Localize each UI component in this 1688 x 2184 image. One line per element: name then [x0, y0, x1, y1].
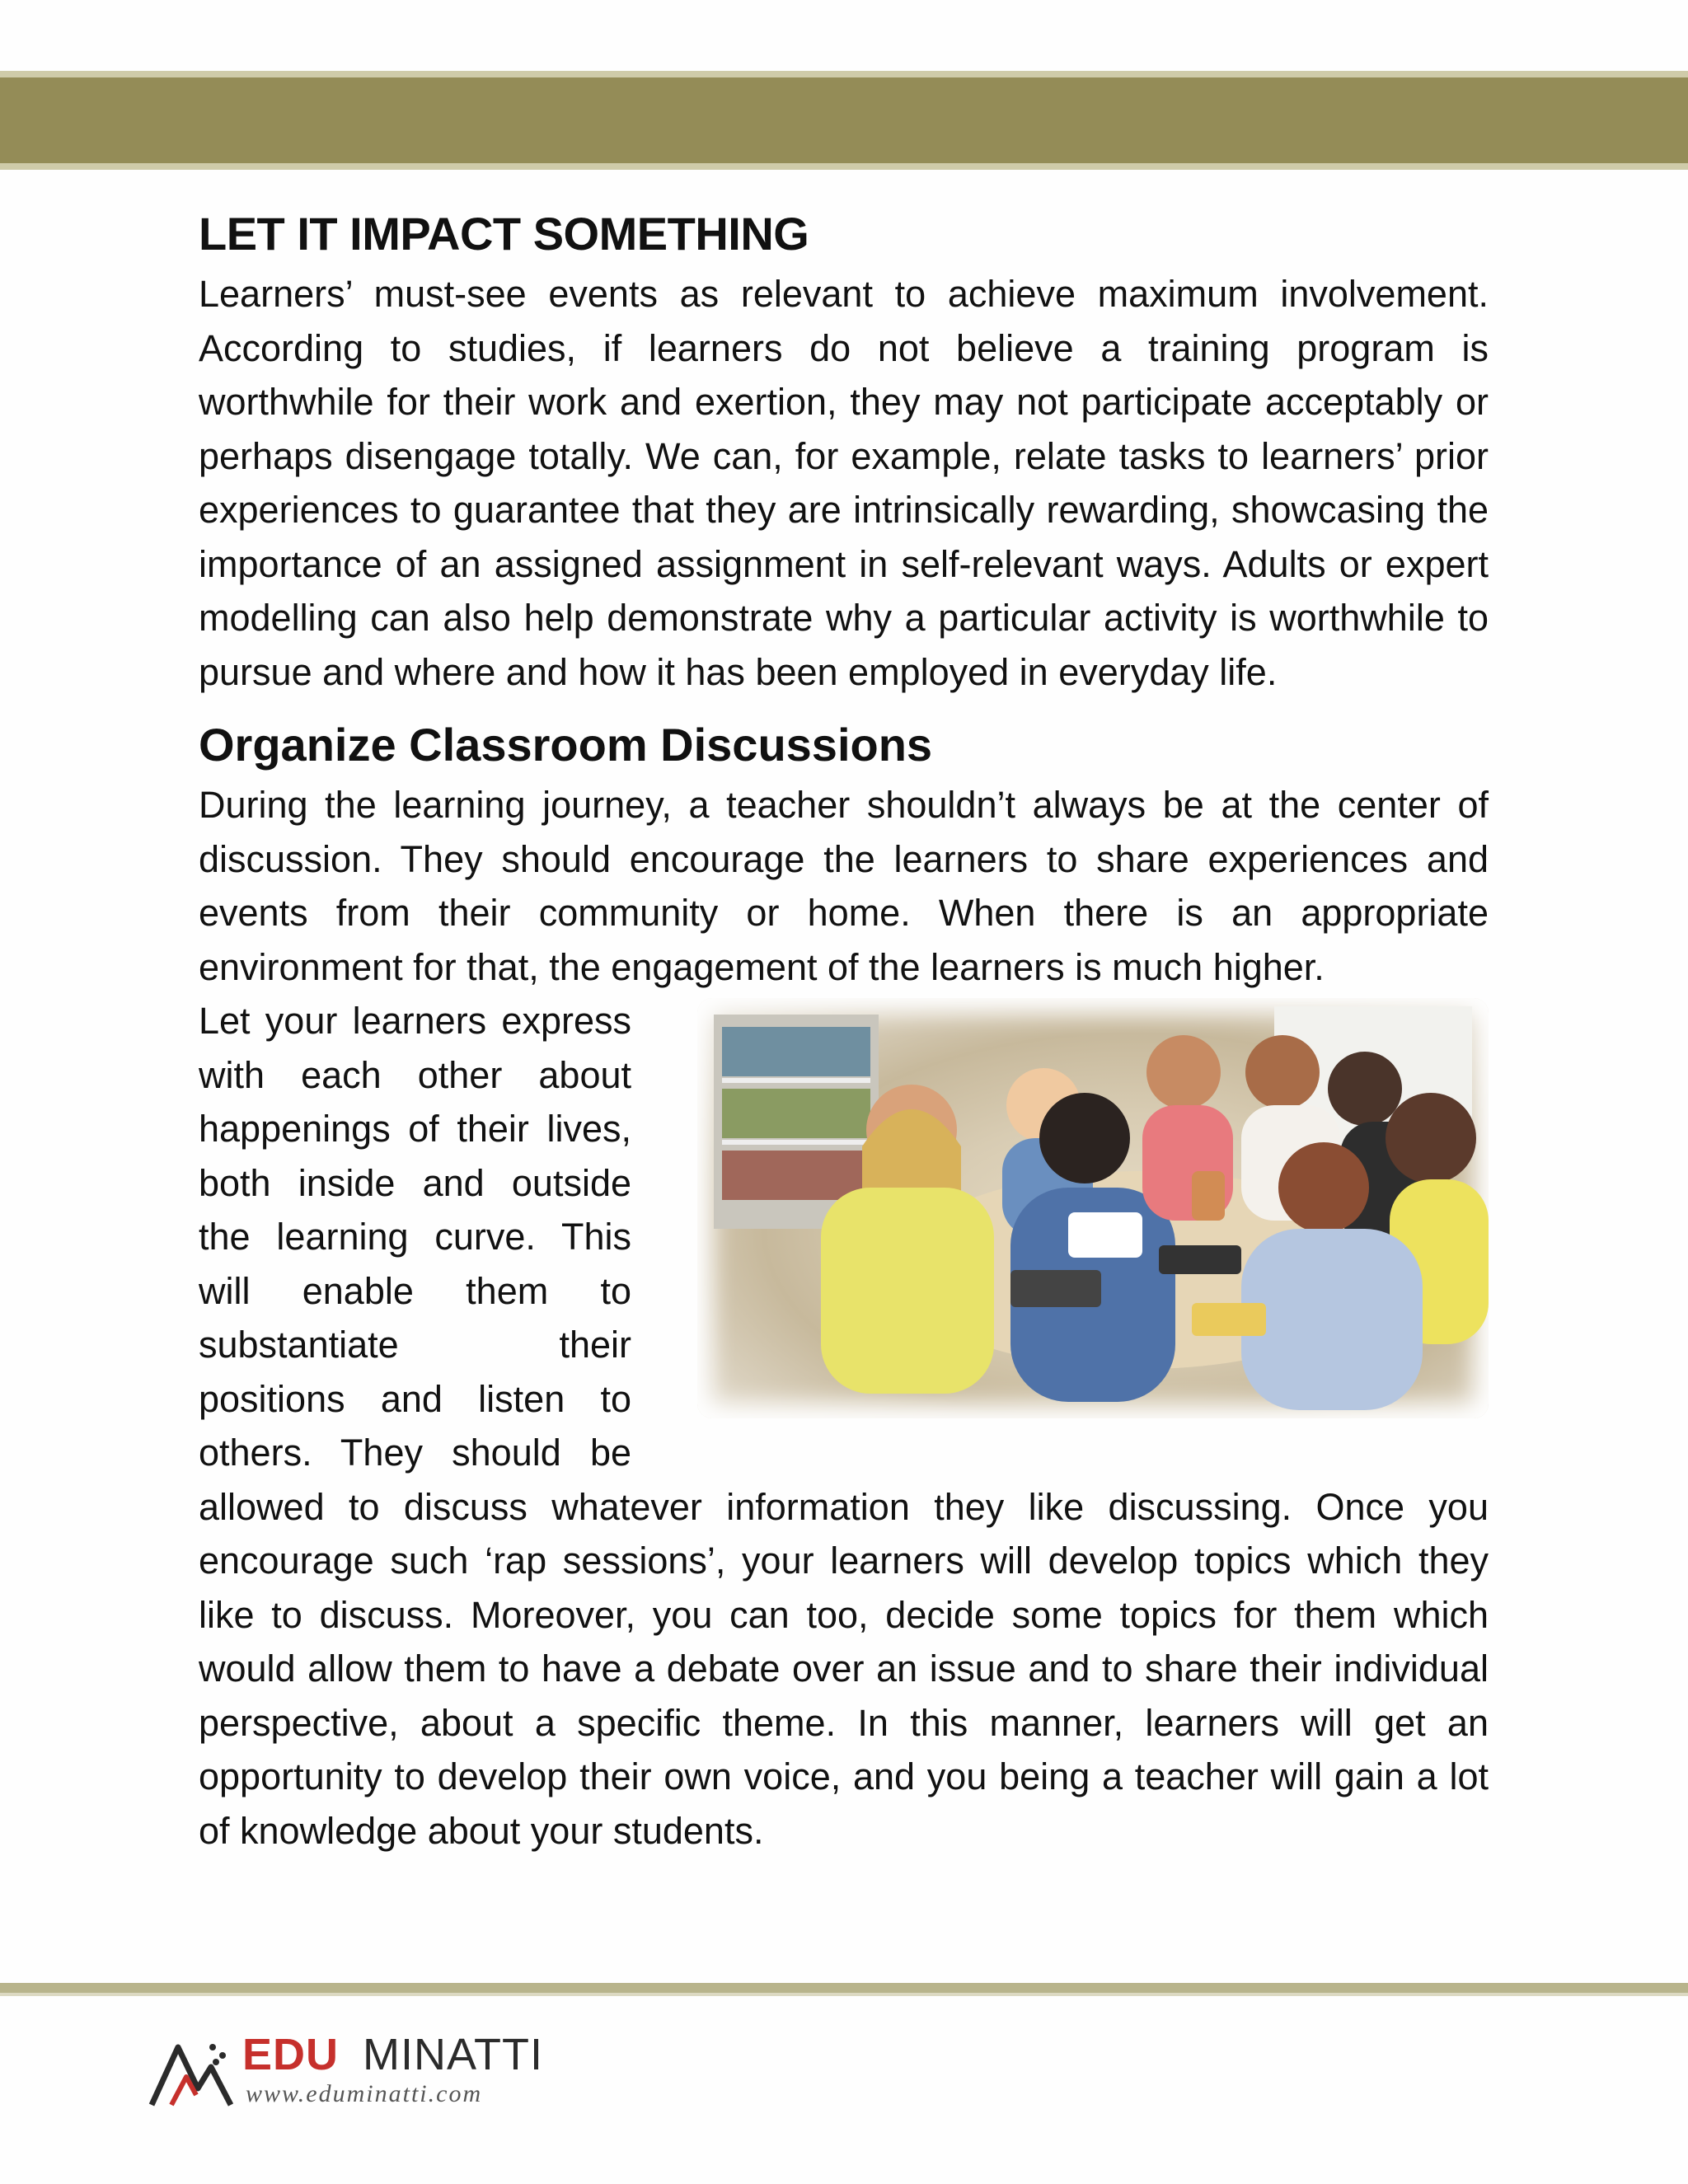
header-band: [0, 71, 1688, 170]
wrapped-paragraph-block: [199, 994, 1489, 1858]
footer-rule: [0, 1983, 1688, 1996]
eduminatti-logo: [147, 2031, 641, 2113]
logo-website: www.eduminatti.com: [246, 2080, 483, 2107]
page-content: [199, 201, 1489, 1858]
classroom-discussion-photo: [697, 998, 1489, 1418]
section-title-discussions: Organize Classroom Discussions: [199, 719, 933, 771]
section-paragraph-impact: Learners’ must-see events as relevant to achieve maximum involvement. According to studies, if learners do not believe a training program is worthwhile for their work and exertion, they may not participate acceptably or perhaps disengage totally. We can, for example, relate tasks to learners’ prior experiences to guarantee that they are intrinsically rewarding, showcasing the importance of an assigned assignment in self-relevant ways. Adults or expert modelling can also help demonstrate why a particular activity is worthwhile to pursue and where and how it has been employed in everyday life.: [199, 273, 1489, 693]
classroom-photo-figure: [664, 998, 1489, 1427]
logo-brand-edu: EDU: [242, 2030, 340, 2079]
section-title-impact: LET IT IMPACT SOMETHING: [199, 208, 809, 260]
section-paragraph-discussions-intro: During the learning journey, a teacher shouldn’t always be at the center of discussion. They should encourage the learners to share experiences and events from their community or home. When there is an appropriate environment for that, the engagement of the learners is much higher.: [199, 784, 1489, 988]
logo-brand-minatti: MINATTI: [363, 2030, 543, 2079]
eduminatti-logo-mark-icon: [147, 2031, 237, 2113]
section-paragraph-discussions-wrap: Let your learners express with each other about happenings of their lives, both inside and outside the learning curve. This will enable them to substantiate their positions and listen to others. They should be allowed to discuss whatever information they like discussing. Once you encourage such ‘rap sessions’, your learners will develop topics which they like to discuss. Moreover, you can too, decide some topics for them which would allow them to have a debate over an issue and to share their individual perspective, about a specific theme. In this manner, learners will get an opportunity to develop their own voice, and you being a teacher will gain a lot of knowledge about your students.: [199, 1000, 1489, 1852]
classroom-photo-illustration: [697, 998, 1489, 1418]
